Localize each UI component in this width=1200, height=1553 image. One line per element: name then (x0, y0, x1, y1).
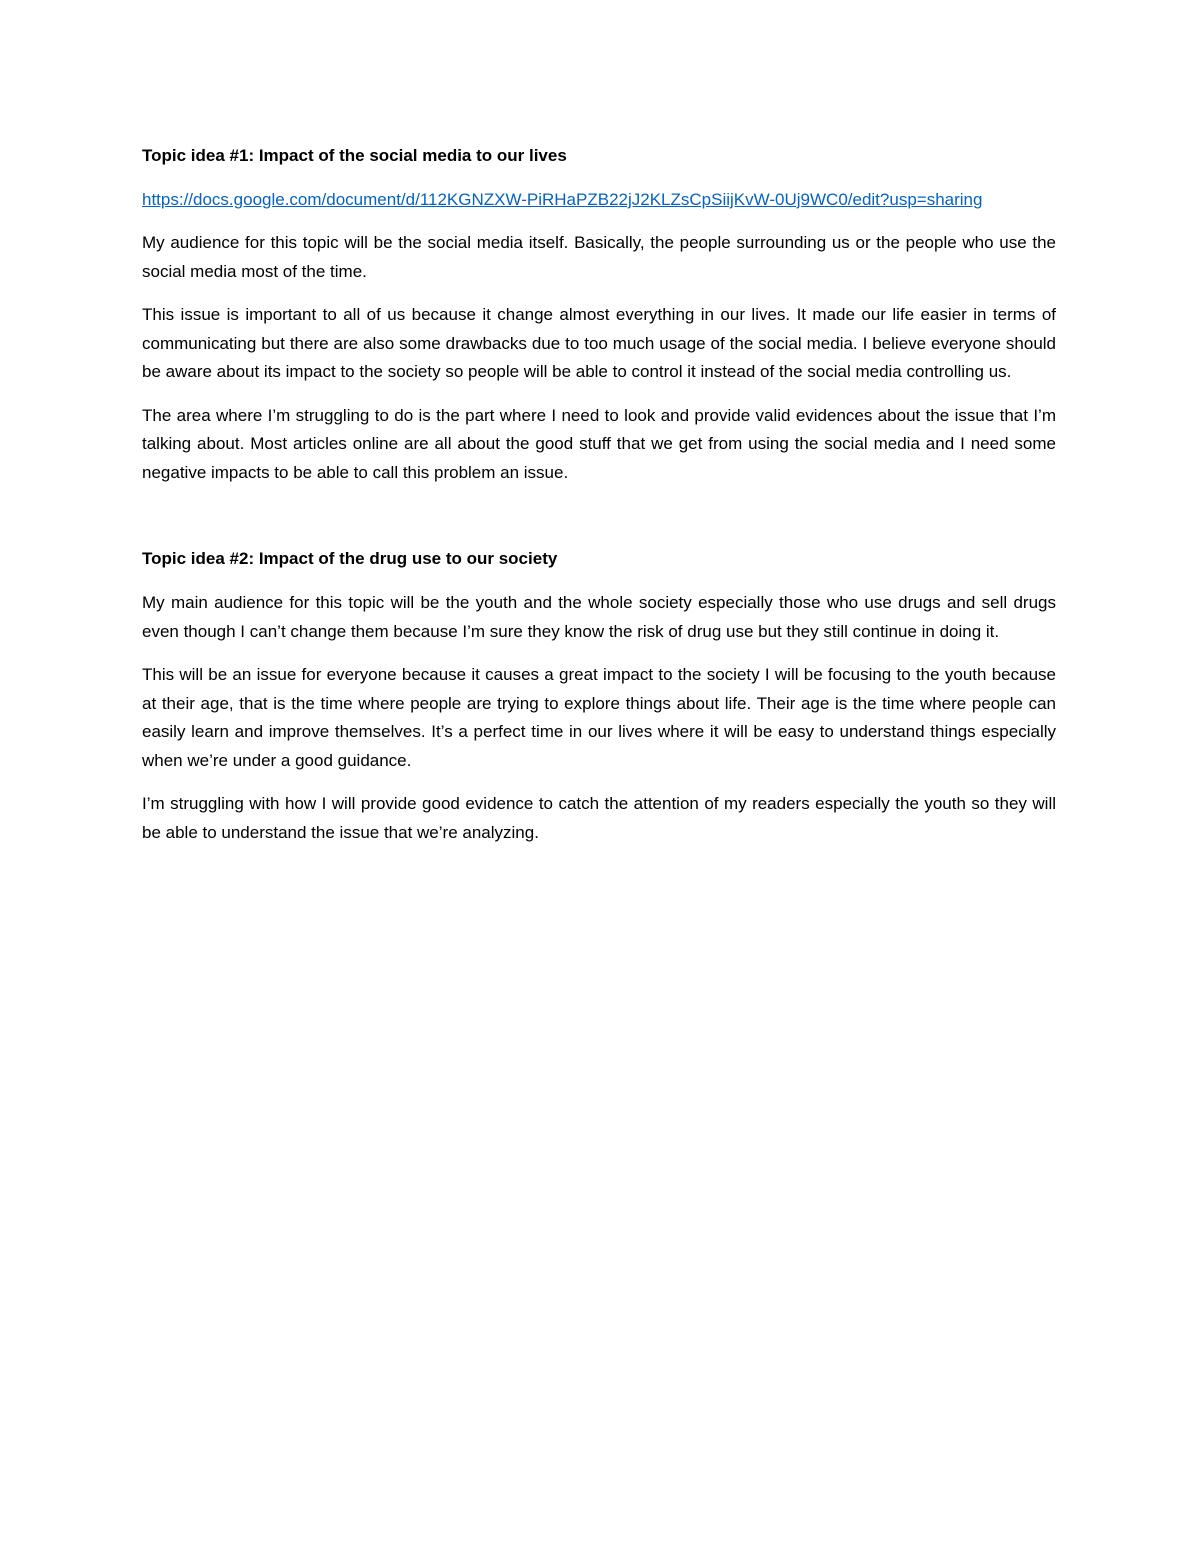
document-body (142, 142, 1056, 862)
topic-2-heading: Topic idea #2: Impact of the drug use to our society (142, 549, 558, 568)
topic-1-audience-paragraph: My audience for this topic will be the social media itself. Basically, the people surrounding us or the people who use the social media most of the time. (142, 233, 1056, 281)
google-doc-link[interactable]: https://docs.google.com/document/d/112KGNZXW-PiRHaPZB22jJ2KLZsCpSiijKvW-0Uj9WC0/edit?usp=sharing (142, 190, 983, 209)
topic-1-struggle-paragraph: The area where I’m struggling to do is the part where I need to look and provide valid evidences about the issue that I’m talking about. Most articles online are all about the good stuff that we get from using the social media and I need some negative impacts to be able to call this problem an issue. (142, 405, 1056, 482)
topic-1-importance-paragraph: This issue is important to all of us because it change almost everything in our lives. It made our life easier in terms of communicating but there are also some drawbacks due to too much usage of the social media. I believe everyone should be aware about its impact to the society so people will be able to control it instead of the social media controlling us. (142, 305, 1056, 381)
topic-2-struggle-paragraph: I’m struggling with how I will provide good evidence to catch the attention of my readers especially the youth so they will be able to understand the issue that we’re analyzing. (142, 794, 1056, 842)
topic-1-heading: Topic idea #1: Impact of the social media to our lives (142, 146, 567, 165)
section-spacer (142, 502, 1056, 545)
topic-2-importance-paragraph: This will be an issue for everyone because it causes a great impact to the society I will be focusing to the youth because at their age, that is the time where people are trying to explore things about life. Their age is the time where people can easily learn and improve themselves. It’s a perfect time in our lives where it will be easy to understand things especially when we’re under a good guidance. (142, 665, 1056, 770)
topic-2-audience-paragraph: My main audience for this topic will be the youth and the whole society especially those who use drugs and sell drugs even though I can’t change them because I’m sure they know the risk of drug use but they still continue in doing it. (142, 593, 1056, 641)
